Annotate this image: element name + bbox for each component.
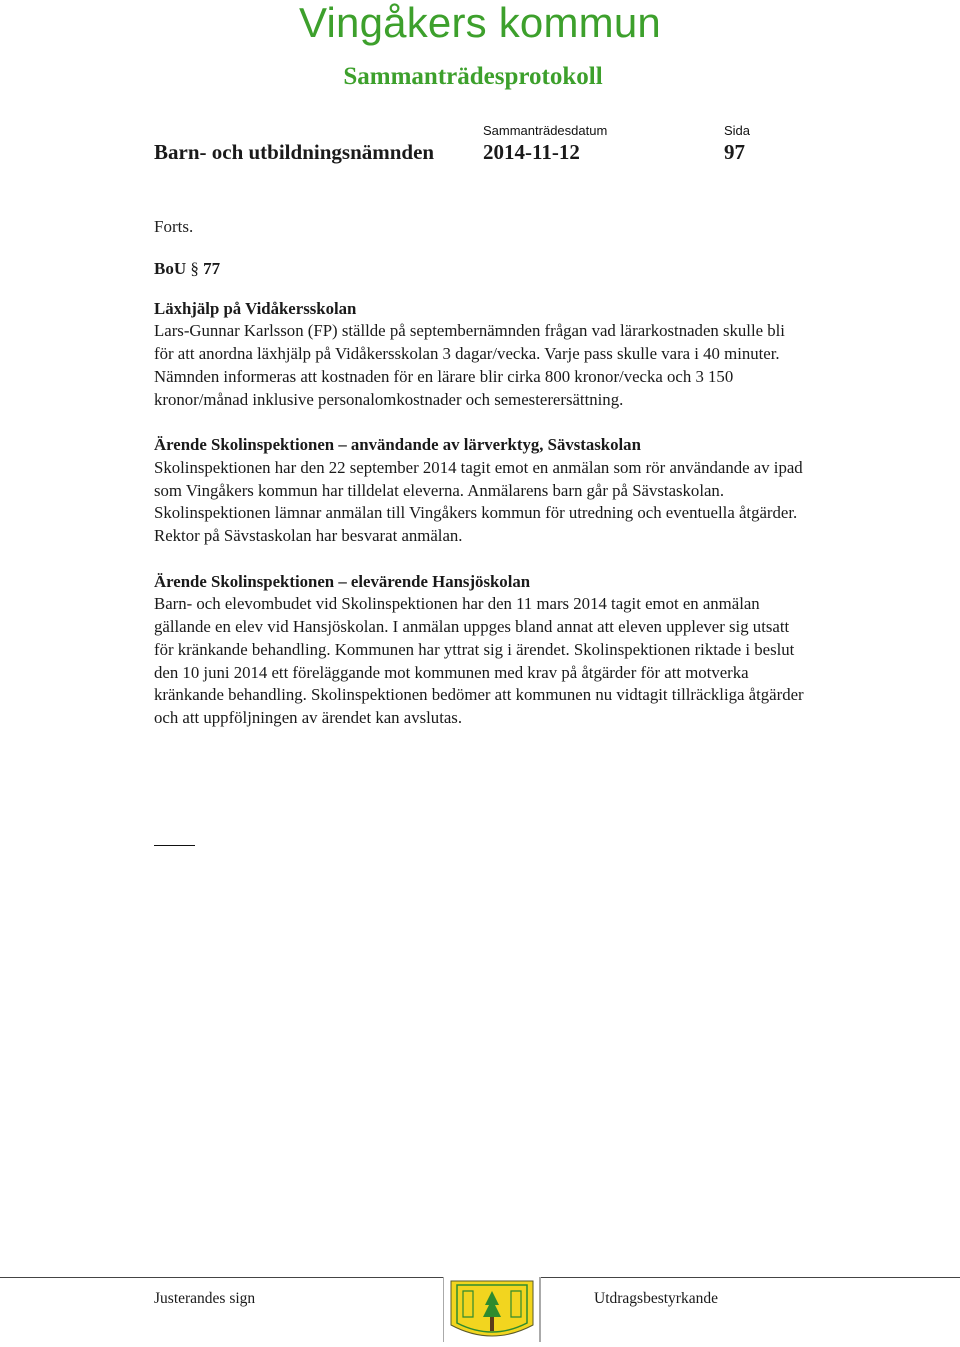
meeting-date: 2014-11-12 xyxy=(483,140,580,164)
section-prefix: BoU xyxy=(154,259,187,278)
meeting-date-label: Sammanträdesdatum xyxy=(483,123,608,138)
paragraph-symbol: § xyxy=(190,259,199,278)
coat-of-arms-icon xyxy=(443,1277,541,1342)
page-number: 97 xyxy=(724,140,745,164)
extract-certification-label: Utdragsbestyrkande xyxy=(594,1290,718,1307)
adjuster-signature-label: Justerandes sign xyxy=(154,1290,256,1307)
agenda-item-body: Lars-Gunnar Karlsson (FP) ställde på septembernämnden frågan vad lärarkostnaden skulle bli för att anordna läxhjälp på Vidåkersskolan 3 dagar/vecka. Varje pass skulle vara i 40 minuter. Nämnden informeras att kostnaden för en lärare blir cirka 800 kronor/vecka och 3 150 kronor/månad inklusive personalomkostnader och semesterersättning. xyxy=(154,321,785,409)
municipality-name: Vingåkers kommun xyxy=(299,0,661,46)
section-identifier xyxy=(154,258,804,281)
continuation-note: Forts. xyxy=(154,217,194,236)
agenda-item-heading: Ärende Skolinspektionen – användande av lärverktyg, Sävstaskolan xyxy=(154,435,641,455)
protocol-content xyxy=(154,258,804,753)
agenda-item xyxy=(154,434,804,548)
document-type-title: Sammanträdesprotokoll xyxy=(343,63,603,90)
agenda-item xyxy=(154,298,804,412)
committee-name: Barn- och utbildningsnämnden xyxy=(154,140,435,164)
closing-rule xyxy=(154,845,195,846)
agenda-item-body: Barn- och elevombudet vid Skolinspektionen har den 11 mars 2014 tagit emot en anmälan gällande en elev vid Hansjöskolan. I anmälan uppges bland annat att eleven upplever sig utsatt för kränkande behandling. Kommunen har yttrat sig i ärendet. Skolinspektionen riktade i beslut den 10 juni 2014 ett föreläggande mot kommunen med krav på åtgärder för att motverka kränkande behandling. Skolinspektionen bedömer att kommunen nu vidtagit tillräckliga åtgärder och att uppföljningen av ärendet kan avslutas. xyxy=(154,594,804,727)
agenda-item-body: Skolinspektionen har den 22 september 2014 tagit emot en anmälan som rör användande av ipad som Vingåkers kommun har tilldelat eleverna. Anmälarens barn går på Sävstaskolan. Skolinspektionen lämnar anmälan till Vingåkers kommun för utredning och eventuella åtgärder. Rektor på Sävstaskolan har besvarat anmälan. xyxy=(154,457,803,546)
page-label: Sida xyxy=(724,123,751,138)
agenda-item xyxy=(154,571,804,730)
section-number: 77 xyxy=(203,259,221,278)
agenda-item-heading: Ärende Skolinspektionen – elevärende Hansjöskolan xyxy=(154,571,531,591)
agenda-item-heading: Läxhjälp på Vidåkersskolan xyxy=(154,298,357,318)
